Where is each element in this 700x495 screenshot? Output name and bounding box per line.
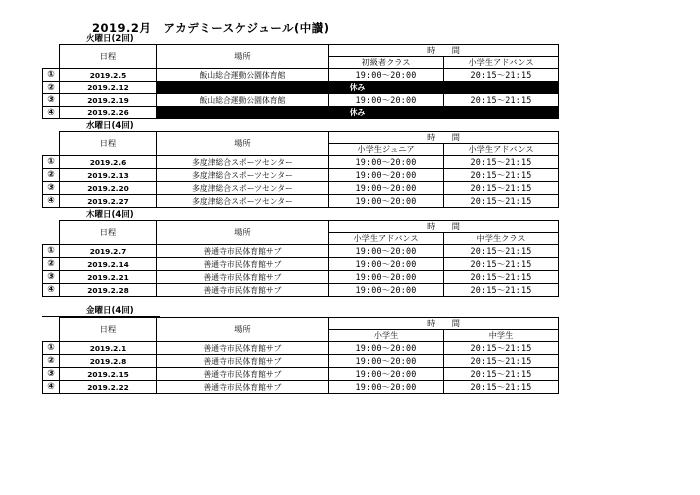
rest-cell (157, 107, 559, 119)
schedule-section (42, 121, 558, 208)
row-number: ④ (43, 107, 60, 119)
table-row (43, 169, 559, 182)
page-title: 2019.2月 アカデミースケジュール(中讃) (92, 21, 330, 35)
header-date: 日程 (60, 221, 157, 245)
session-date: 2019.2.1 (60, 342, 157, 355)
venue: 多度津総合スポーツセンター (157, 156, 329, 169)
time-slot-a: 19:00～20:00 (329, 258, 444, 271)
venue: 多度津総合スポーツセンター (157, 195, 329, 208)
venue: 善通寺市民体育館サブ (157, 258, 329, 271)
header-time: 時 間 (329, 221, 559, 233)
session-date: 2019.2.19 (60, 94, 157, 107)
time-slot-b: 20:15～21:15 (444, 284, 559, 297)
header-place: 場所 (157, 318, 329, 342)
header-blank (43, 45, 60, 69)
session-date: 2019.2.5 (60, 69, 157, 82)
venue: 多度津総合スポーツセンター (157, 182, 329, 195)
row-number: ① (43, 342, 60, 355)
section-label: 水曜日(4回) (86, 121, 134, 131)
time-slot-b: 20:15～21:15 (444, 94, 559, 107)
table-row (43, 355, 559, 368)
header-blank (43, 318, 60, 342)
header-place: 場所 (157, 132, 329, 156)
row-number: ② (43, 82, 60, 94)
table-row (43, 69, 559, 82)
row-number: ④ (43, 381, 60, 394)
header-time: 時 間 (329, 132, 559, 144)
section-label: 火曜日(2回) (86, 34, 134, 44)
header-class-a: 小学生 (329, 330, 444, 342)
schedule-table (42, 220, 559, 297)
venue: 善通寺市民体育館サブ (157, 368, 329, 381)
table-row (43, 94, 559, 107)
row-number: ③ (43, 368, 60, 381)
time-slot-a: 19:00～20:00 (329, 355, 444, 368)
time-slot-b: 20:15～21:15 (444, 258, 559, 271)
row-number: ② (43, 355, 60, 368)
session-date: 2019.2.22 (60, 381, 157, 394)
header-class-b: 中学生 (444, 330, 559, 342)
session-date: 2019.2.13 (60, 169, 157, 182)
venue: 善通寺市民体育館サブ (157, 342, 329, 355)
row-number: ② (43, 169, 60, 182)
venue: 善通寺市民体育館サブ (157, 245, 329, 258)
session-date: 2019.2.12 (60, 82, 157, 94)
session-date: 2019.2.15 (60, 368, 157, 381)
header-date: 日程 (60, 132, 157, 156)
time-slot-b: 20:15～21:15 (444, 342, 559, 355)
header-date: 日程 (60, 318, 157, 342)
session-date: 2019.2.8 (60, 355, 157, 368)
time-slot-b: 20:15～21:15 (444, 245, 559, 258)
row-number: ④ (43, 195, 60, 208)
header-class-b: 小学生アドバンス (444, 144, 559, 156)
time-slot-a: 19:00～20:00 (329, 245, 444, 258)
session-date: 2019.2.27 (60, 195, 157, 208)
section-label: 金曜日(4回) (42, 306, 160, 317)
schedule-section (42, 298, 558, 394)
rest-label: 休み (349, 83, 366, 92)
venue: 善通寺市民体育館サブ (157, 381, 329, 394)
header-place: 場所 (157, 45, 329, 69)
time-slot-a: 19:00～20:00 (329, 94, 444, 107)
time-slot-b: 20:15～21:15 (444, 156, 559, 169)
time-slot-b: 20:15～21:15 (444, 271, 559, 284)
time-slot-a: 19:00～20:00 (329, 195, 444, 208)
header-class-a: 小学生アドバンス (329, 233, 444, 245)
venue: 善通寺市民体育館サブ (157, 355, 329, 368)
header-time: 時 間 (329, 318, 559, 330)
header-place: 場所 (157, 221, 329, 245)
row-number: ③ (43, 271, 60, 284)
row-number: ① (43, 69, 60, 82)
venue: 飯山総合運動公園体育館 (157, 94, 329, 107)
time-slot-a: 19:00～20:00 (329, 381, 444, 394)
row-number: ④ (43, 284, 60, 297)
table-row (43, 342, 559, 355)
table-row (43, 271, 559, 284)
session-date: 2019.2.6 (60, 156, 157, 169)
time-slot-a: 19:00～20:00 (329, 271, 444, 284)
header-class-b: 小学生アドバンス (444, 57, 559, 69)
time-slot-a: 19:00～20:00 (329, 284, 444, 297)
time-slot-a: 19:00～20:00 (329, 368, 444, 381)
venue: 飯山総合運動公園体育館 (157, 69, 329, 82)
row-number: ① (43, 245, 60, 258)
time-slot-a: 19:00～20:00 (329, 169, 444, 182)
time-slot-a: 19:00～20:00 (329, 156, 444, 169)
row-number: ③ (43, 94, 60, 107)
row-number: ② (43, 258, 60, 271)
session-date: 2019.2.14 (60, 258, 157, 271)
schedule-table (42, 317, 559, 394)
table-row (43, 107, 559, 119)
table-row (43, 284, 559, 297)
rest-cell (157, 82, 559, 94)
time-slot-b: 20:15～21:15 (444, 355, 559, 368)
venue: 多度津総合スポーツセンター (157, 169, 329, 182)
time-slot-b: 20:15～21:15 (444, 182, 559, 195)
time-slot-a: 19:00～20:00 (329, 69, 444, 82)
header-class-b: 中学生クラス (444, 233, 559, 245)
table-row (43, 156, 559, 169)
time-slot-b: 20:15～21:15 (444, 195, 559, 208)
schedule-section (42, 34, 558, 119)
row-number: ① (43, 156, 60, 169)
header-blank (43, 221, 60, 245)
time-slot-b: 20:15～21:15 (444, 368, 559, 381)
time-slot-a: 19:00～20:00 (329, 182, 444, 195)
venue: 善通寺市民体育館サブ (157, 284, 329, 297)
schedule-section (42, 210, 558, 297)
table-row (43, 245, 559, 258)
header-blank (43, 132, 60, 156)
header-class-a: 初級者クラス (329, 57, 444, 69)
session-date: 2019.2.20 (60, 182, 157, 195)
row-number: ③ (43, 182, 60, 195)
schedule-table (42, 131, 559, 208)
venue: 善通寺市民体育館サブ (157, 271, 329, 284)
section-label: 木曜日(4回) (86, 210, 134, 220)
schedule-table (42, 44, 559, 119)
session-date: 2019.2.21 (60, 271, 157, 284)
table-row (43, 381, 559, 394)
table-row (43, 195, 559, 208)
session-date: 2019.2.26 (60, 107, 157, 119)
table-row (43, 82, 559, 94)
time-slot-b: 20:15～21:15 (444, 169, 559, 182)
rest-label: 休み (349, 108, 366, 117)
time-slot-b: 20:15～21:15 (444, 69, 559, 82)
header-time: 時 間 (329, 45, 559, 57)
header-class-a: 小学生ジュニア (329, 144, 444, 156)
session-date: 2019.2.7 (60, 245, 157, 258)
table-row (43, 368, 559, 381)
session-date: 2019.2.28 (60, 284, 157, 297)
header-date: 日程 (60, 45, 157, 69)
time-slot-b: 20:15～21:15 (444, 381, 559, 394)
table-row (43, 258, 559, 271)
time-slot-a: 19:00～20:00 (329, 342, 444, 355)
table-row (43, 182, 559, 195)
